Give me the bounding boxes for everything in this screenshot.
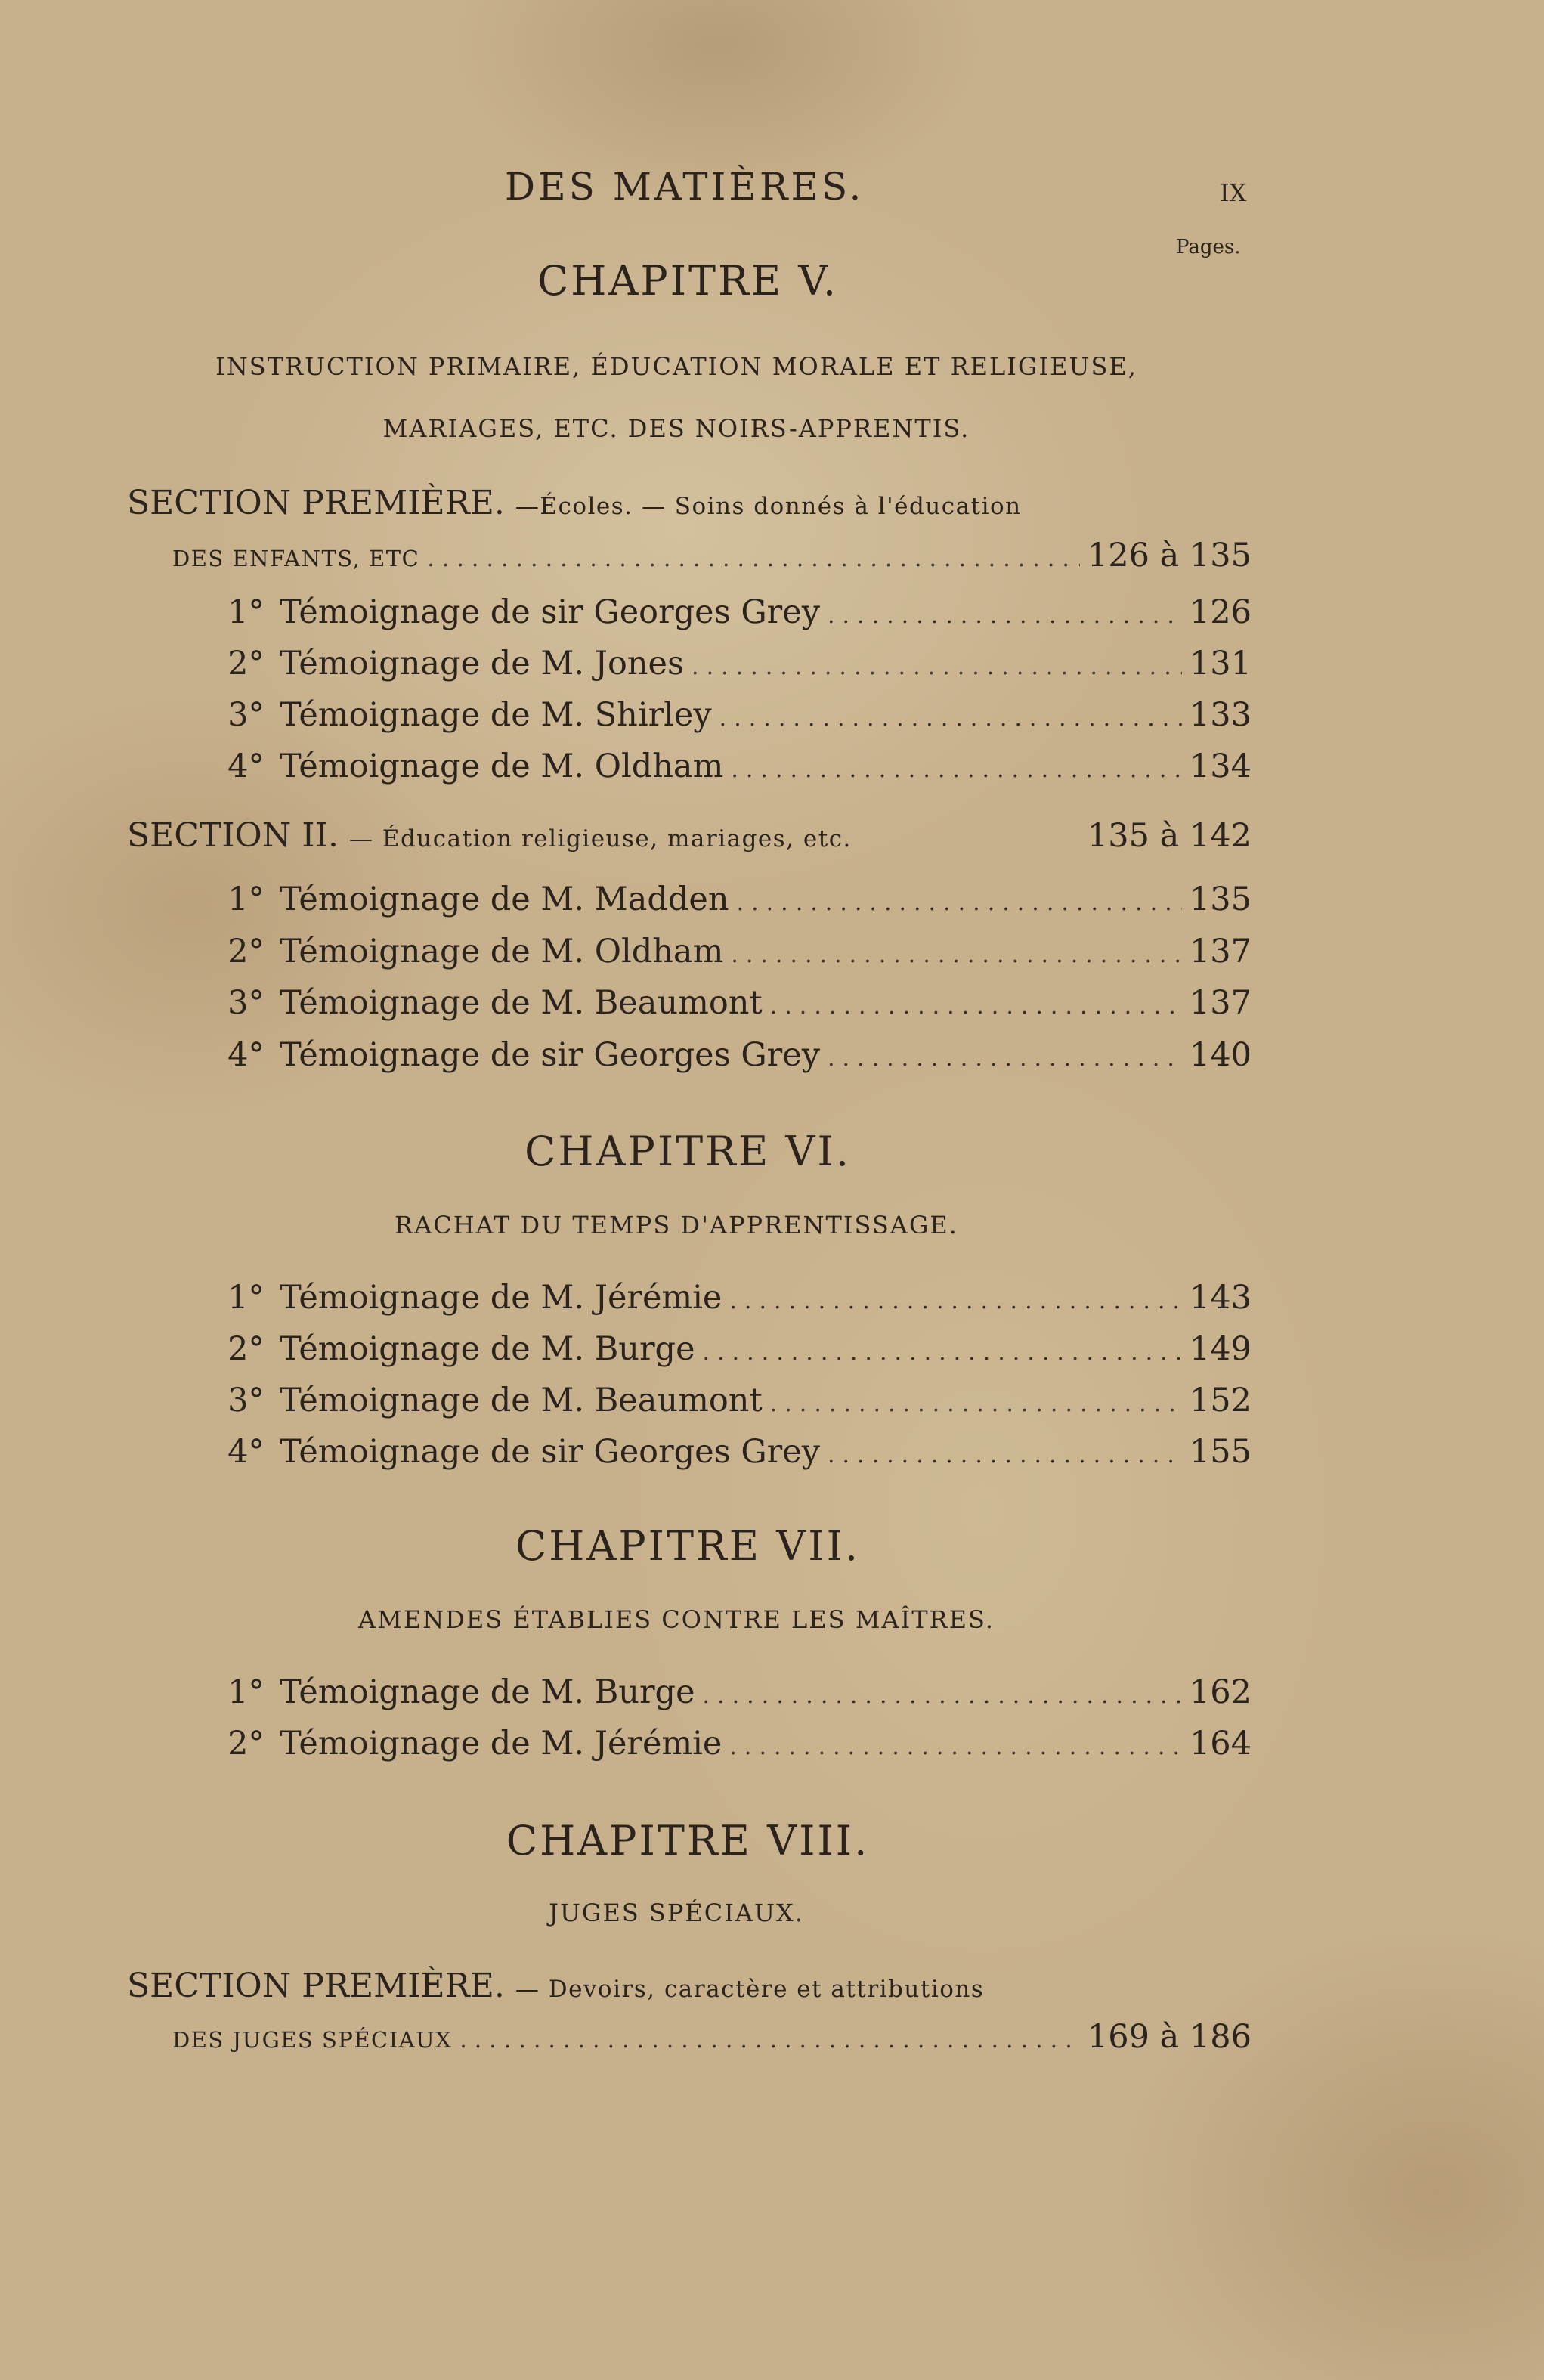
entry-number: 2°	[227, 933, 265, 970]
dot-leader	[828, 1442, 1182, 1469]
entry-page: 137	[1189, 984, 1252, 1022]
entry-number: 2°	[227, 1725, 265, 1763]
page-number: IX	[1220, 178, 1247, 207]
toc-entry	[212, 1673, 1252, 1711]
entry-text: Témoignage de M. Oldham	[280, 747, 724, 785]
entry-number: 4°	[227, 1433, 265, 1471]
entry-text: Témoignage de M. Jones	[280, 645, 685, 682]
section-label: SECTION PREMIÈRE.	[127, 484, 505, 522]
dot-leader	[427, 546, 1080, 572]
dot-leader	[719, 705, 1182, 732]
section-label: SECTION PREMIÈRE.	[127, 1967, 505, 2005]
entry-text: Témoignage de sir Georges Grey	[280, 1036, 820, 1074]
entry-page: 162	[1189, 1673, 1252, 1711]
entry-number: 2°	[227, 645, 265, 682]
entry-page: 134	[1189, 747, 1252, 785]
toc-entry	[212, 747, 1252, 785]
chapter-5-section-2-heading	[127, 816, 1252, 855]
chapter-6-subtitle: RACHAT DU TEMPS D'APPRENTISSAGE.	[395, 1211, 958, 1240]
entry-number: 1°	[227, 881, 265, 918]
dot-leader	[770, 1391, 1182, 1417]
section-title: — Devoirs, caractère et attributions	[515, 1976, 985, 2003]
dot-leader	[770, 993, 1182, 1020]
section-continuation-text: DES JUGES SPÉCIAUX	[172, 2027, 453, 2053]
chapter-6-title: CHAPITRE VI.	[524, 1128, 851, 1175]
toc-entry	[212, 1036, 1252, 1074]
toc-entry	[212, 1279, 1252, 1317]
chapter-8-section-1-continuation	[172, 2018, 1252, 2056]
entry-page: 126	[1189, 593, 1252, 631]
section-title: — Éducation religieuse, mariages, etc.	[348, 825, 852, 853]
entry-text: Témoignage de M. Beaumont	[280, 1382, 763, 1419]
dot-leader	[731, 757, 1182, 783]
entry-page: 152	[1189, 1382, 1252, 1419]
entry-page: 149	[1189, 1330, 1252, 1368]
toc-entry	[212, 881, 1252, 918]
chapter-5-subtitle-line2: MARIAGES, ETC. DES NOIRS-APPRENTIS.	[382, 414, 970, 443]
section-title: —Écoles. — Soins donnés à l'éducation	[515, 493, 1022, 520]
entry-text: Témoignage de M. Beaumont	[280, 984, 763, 1022]
entry-number: 1°	[227, 1673, 265, 1711]
toc-entry	[212, 645, 1252, 682]
entry-number: 3°	[227, 984, 265, 1022]
chapter-5-title: CHAPITRE V.	[537, 257, 839, 305]
section-page-range: 169 à 186	[1087, 2018, 1252, 2056]
entry-text: Témoignage de sir Georges Grey	[280, 1433, 820, 1471]
dot-leader	[729, 1288, 1182, 1314]
dot-leader	[703, 1339, 1182, 1366]
toc-entry	[212, 933, 1252, 970]
entry-number: 3°	[227, 696, 265, 734]
entry-page: 135	[1189, 881, 1252, 918]
toc-entry	[212, 1433, 1252, 1471]
entry-number: 1°	[227, 1279, 265, 1317]
entry-text: Témoignage de M. Jérémie	[280, 1725, 722, 1763]
dot-leader	[731, 942, 1182, 968]
entry-page: 133	[1189, 696, 1252, 734]
entry-page: 143	[1189, 1279, 1252, 1317]
entry-number: 4°	[227, 747, 265, 785]
chapter-8-section-1-heading	[127, 1967, 984, 2005]
entry-number: 1°	[227, 593, 265, 631]
toc-entry	[212, 984, 1252, 1022]
dot-leader	[729, 1734, 1182, 1760]
entry-number: 2°	[227, 1330, 265, 1368]
section-continuation-text: DES ENFANTS, ETC	[172, 546, 420, 571]
toc-entry	[212, 1725, 1252, 1763]
dot-leader	[828, 602, 1182, 629]
chapter-5-section-1-heading	[127, 484, 1022, 522]
entry-page: 131	[1189, 645, 1252, 682]
chapter-7-subtitle: AMENDES ÉTABLIES CONTRE LES MAÎTRES.	[358, 1605, 995, 1634]
entry-text: Témoignage de M. Burge	[280, 1673, 695, 1711]
running-title: DES MATIÈRES.	[505, 165, 865, 209]
entry-page: 137	[1189, 933, 1252, 970]
entry-text: Témoignage de M. Jérémie	[280, 1279, 722, 1317]
entry-page: 140	[1189, 1036, 1252, 1074]
chapter-8-subtitle: JUGES SPÉCIAUX.	[549, 1899, 804, 1927]
section-page-range: 126 à 135	[1087, 537, 1252, 574]
pages-column-label: Pages.	[1176, 236, 1241, 258]
entry-text: Témoignage de M. Burge	[280, 1330, 695, 1368]
dot-leader	[828, 1045, 1182, 1072]
chapter-5-subtitle-line1: INSTRUCTION PRIMAIRE, ÉDUCATION MORALE ET RELIGIEUSE,	[215, 352, 1137, 381]
dot-leader	[459, 2027, 1080, 2053]
entry-number: 4°	[227, 1036, 265, 1074]
entry-page: 164	[1189, 1725, 1252, 1763]
toc-entry	[212, 696, 1252, 734]
toc-entry	[212, 1330, 1252, 1368]
entry-text: Témoignage de M. Madden	[280, 881, 729, 918]
chapter-5-section-1-continuation	[172, 537, 1252, 574]
dot-leader	[737, 890, 1182, 916]
toc-entry	[212, 1382, 1252, 1419]
section-page-range: 135 à 142	[1087, 817, 1252, 855]
section-label: SECTION II.	[127, 816, 339, 855]
entry-text: Témoignage de sir Georges Grey	[280, 593, 820, 631]
toc-entry	[212, 593, 1252, 631]
entry-number: 3°	[227, 1382, 265, 1419]
entry-text: Témoignage de M. Shirley	[280, 696, 712, 734]
chapter-8-title: CHAPITRE VIII.	[506, 1817, 870, 1865]
dot-leader	[703, 1682, 1182, 1709]
entry-text: Témoignage de M. Oldham	[280, 933, 724, 970]
chapter-7-title: CHAPITRE VII.	[515, 1522, 861, 1570]
dot-leader	[692, 654, 1182, 680]
entry-page: 155	[1189, 1433, 1252, 1471]
